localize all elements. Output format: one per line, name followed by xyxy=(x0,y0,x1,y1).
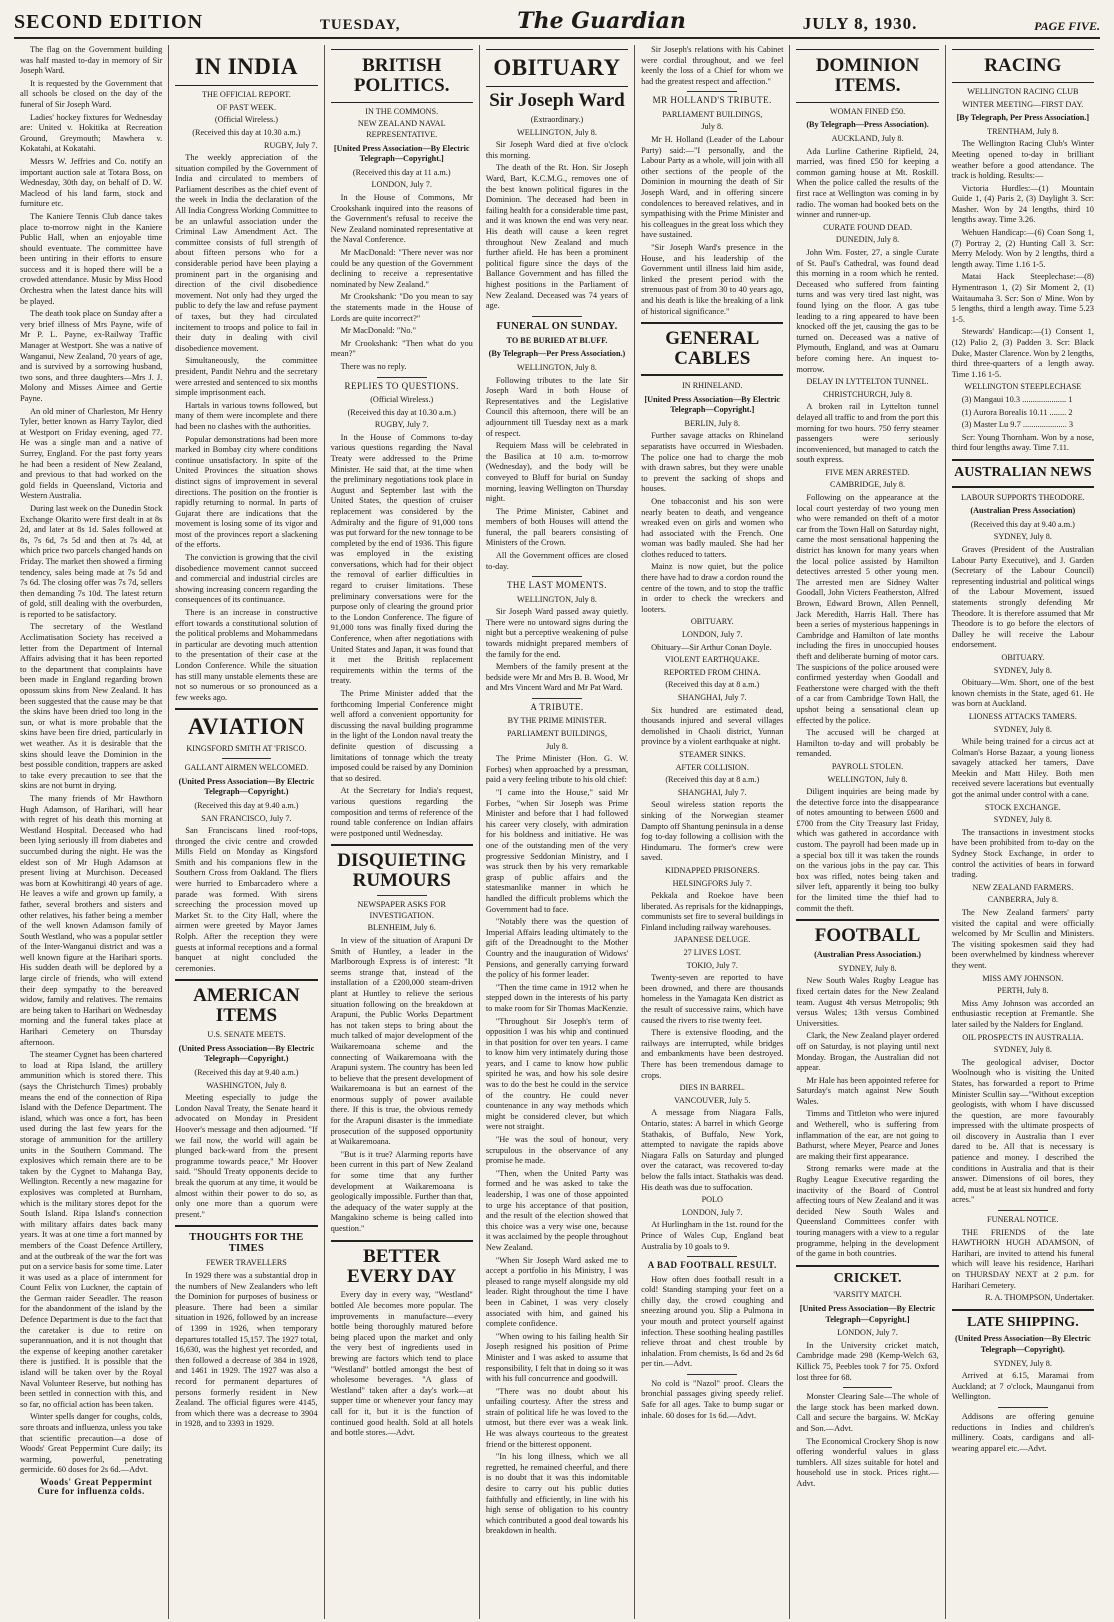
subheading: 27 LIVES LOST. xyxy=(683,948,741,958)
subheading: DELAY IN LYTTELTON TUNNEL. xyxy=(806,377,929,387)
article-paragraph: John Wm. Foster, 27, a single Curate of St. Paul's Cathedral, was found dead this morning in a room which he rented. Deceased who suffered from fainting turns and was very tired last night, was found lying on the floor. A gas tube leading to a ring appeared to have been knocked off the jet, causing the gas to be turned on. Deceased was a native of Plymouth, England, and was at Oamaru before coming here. An inquest to-morrow. xyxy=(796,248,939,374)
article-paragraph: The Wellington Racing Club's Winter Meeting opened to-day in brilliant weather before a good attendance. The track is holding. Results:— xyxy=(951,139,1094,181)
dateline: SYDNEY, July 8. xyxy=(838,963,897,973)
article-paragraph: The weekly appreciation of the situation compiled by the Government of India and circulated to members of Parliament describes as the chief event of the week in India the declaration of the All India Congress Working Committee to be an unlawful association under the Criminal Law Amendment Act. The committee consists of full strength of about fifteen persons who for a considerable period have been playing a prominent part in the organising and direction of the civil disobedience movement. Not only had they urged the public to defy the law and refuse payment of taxes, but they had circulated incitement to troops and police to fail in their duty in dealing with civil disobedience movement. xyxy=(175,153,318,353)
article-paragraph: "Sir Joseph Ward's presence in the House, and his leadership of the Government until illness laid him aside, linked the present period with the strenuous past of from 30 to 40 years ago, and his death is like the breaking of a link of historical significance." xyxy=(641,242,784,316)
article-paragraph: Arrived at 6.15, Maramai from Auckland; at 7 o'clock, Maunganui from Wellington. xyxy=(951,1371,1094,1402)
subheading: PARLIAMENT BUILDINGS, xyxy=(662,109,763,119)
dateline: WELLINGTON, July 8. xyxy=(517,127,597,137)
article-paragraph: Simultaneously, the committee president, Pandit Nehru and the secretary were arrested and sentenced to six months simple imprisonment each. xyxy=(175,356,318,398)
article-paragraph: Obituary—Wm. Short, one of the best known chemists in the State, aged 61. He was born at Auckland. xyxy=(951,678,1094,709)
news-item: It is requested by the Government that all schools be closed on the day of the funeral of Sir Joseph Ward. xyxy=(20,78,163,109)
divider xyxy=(222,758,272,759)
headline-replies: REPLIES TO QUESTIONS. xyxy=(344,380,459,391)
article-paragraph: "But is it true? Alarming reports have been current in this part of New Zealand for some time that any further development at Waikaremoana is geologically impossible. Further than that, the adequacy of the water supply at the Mangakino scheme is being called into question." xyxy=(330,1149,473,1233)
news-item: The steamer Cygnet has been chartered to load at Ripa Island, the artillery ammunition which is stored there. This (says the Christchurch Times) probably means the end of the connection of Ripa Island with the Defence Department. The island, which was once a fort, has been used during the last few years for the storage of ammunition for the artillery units in the Southern Command. The explosives which remain there are to be taken by the Cygnet to Mahanga Bay, Wellington. Recently a new magazine for explosives was completed at Burnham, which is the military stores depot for the South Island. Ripa Island's connection with military affairs dates back many years. It was at one time a fort manned by members of the Coast Defence Artillery, and at the outbreak of the war the fort was put on a service basis for some time. Later it was used as a place of internment for Count Felix von Luckner, the captain of the German raider Seeadler. The reason for the abandonment of the island by the Defence Department is due to the fact that the caretaker is due to retire on superannuation, and it is not thought that the expense of keeping another caretaker there is justified. It is possible that the island will be taken over by the Royal Naval Volunteer Reserve, but nothing has been settled in connection with this, and so far, no official action has been taken. xyxy=(20,1050,163,1409)
article-paragraph: The Prime Minister added that the forthcoming Imperial Conference might well afford a convenient opportunity for discussing the naval building programme in the light of the London naval treaty the definite question of discussing a limitations of tonnage which the treaty imposed could be raised by any Dominion that so desired. xyxy=(330,689,473,783)
divider xyxy=(796,1265,938,1267)
headline-better-every-day: BETTER EVERY DAY xyxy=(347,1245,457,1287)
dateline: BERLIN, July 8. xyxy=(684,418,741,428)
race-result: Matai Hack Steeplechase:—(8) Hymentrason 1, (2) Sir Moment 2, (1) Waitaumaha 3. Scr: Son o' Mine. Won by 5 lengths, third a length away. Time 5.23 1-5. xyxy=(951,272,1094,324)
article-paragraph: "He was the soul of honour, very scrupulous in the observance of any promise he made. xyxy=(485,1135,629,1166)
credit-line: [United Press Association—By Electric Telegraph—Copyright.] xyxy=(799,1304,936,1324)
headline-disquieting-rumours: DISQUIETING RUMOURS xyxy=(337,850,467,892)
race-result: Victoria Hurdles:—(1) Mountain Guide 1, (4) Paris 2, (3) Daylight 3. Scr: Masher. Won by 24 lengths, third 10 lengths away. Time 3.26. xyxy=(951,183,1094,225)
dateline: WELLINGTON, July 8. xyxy=(517,594,597,604)
headline-bad-football-result: A BAD FOOTBALL RESULT. xyxy=(647,1260,777,1271)
subheading: WOMAN FINED £50. xyxy=(829,106,906,116)
article-paragraph: Strong remarks were made at the Rugby League Executive regarding the inactivity of the Board of Control affecting tours of New Zealand and it was decided New South Wales and Queensland Committees confer with touring managers with a view to a regular programme, helping in the development of the game in both countries. xyxy=(796,1164,939,1259)
subheading: (Official Wireless.) xyxy=(370,394,434,404)
undertaker-signature: R. A. THOMPSON, Undertaker. xyxy=(985,1293,1094,1303)
advert-paragraph: No cold is "Nazol" proof. Clears the bronchial passages giving speedy relief. Safe for all ages. Take to bump sugar or inhale. 60 doses for 1s 6d.—Advt. xyxy=(641,1378,784,1420)
dateline: CHRISTCHURCH, July 8. xyxy=(822,389,913,399)
dateline: SYDNEY, July 8. xyxy=(993,815,1052,825)
article-paragraph: Pekkala and Roekoe have been liberated. As reprisals for the kidnappings, communists set fire to several buildings in Finland including railway warehouses. xyxy=(641,891,784,932)
news-item: Messrs W. Jeffries and Co. notify an important auction sale at Totara Boss, on Wednesday, 30th day, on behalf of D. W. Macleod of his land farm, stock and furniture etc. xyxy=(20,156,163,209)
dateline: July 8. xyxy=(701,122,724,132)
divider xyxy=(687,1374,737,1375)
headline-australian-news: AUSTRALIAN NEWS xyxy=(954,464,1092,480)
received-note: (Received this day at 11 a.m.) xyxy=(352,167,451,177)
credit-line: (Australian Press Association.) xyxy=(814,950,922,960)
column-3 xyxy=(325,45,480,1619)
article-paragraph: The Prime Minister (Hon. G. W. Forbes) when approached by a pressman, paid a very feeling tribute to his old chief: xyxy=(485,754,629,785)
subheading: LIONESS ATTACKS TAMERS. xyxy=(968,711,1077,721)
race-result: Wehuen Handicap:—(6) Coan Song 1, (7) Portray 2, (2) Hunting Call 3. Scr: Merry Melody. Won by 2 lengths, third a length away. Time 1.16 1-5. xyxy=(951,228,1094,269)
headline-sir-joseph-ward: Sir Joseph Ward xyxy=(489,90,625,112)
dateline: TOKIO, July 7. xyxy=(686,960,738,970)
dateline: SHANGHAI, July 7. xyxy=(677,787,747,797)
received-note: (Received this day at 10.30 a.m.) xyxy=(347,407,456,417)
page-number: PAGE FIVE. xyxy=(1034,19,1100,33)
dateline: SYDNEY, July 8. xyxy=(993,532,1052,542)
article-paragraph: Sir Joseph Ward died at five o'clock this morning. xyxy=(485,140,629,160)
article-paragraph: Requiem Mass will be celebrated in the Basilica at 10 a.m. to-morrow (Wednesday), and the body will be conveyed to Bluff for burial on Sunday morning, leaving Wellington on Thursday night. xyxy=(485,441,629,504)
subheading: OIL PROSPECTS IN AUSTRALIA. xyxy=(962,1032,1084,1042)
divider xyxy=(952,486,1094,488)
article-paragraph: Ada Lurline Catherine Ripfield, 24, married, was fined £50 for keeping a common gaming house at Mt. Roskill. When the police called the results of the first race at Wellington was coming in by radio. The woman had booked bets on the winner and runner-up. xyxy=(796,146,939,220)
divider xyxy=(532,316,582,317)
headline-british-politics: BRITISH POLITICS. xyxy=(331,49,473,103)
advert-paragraph: Every day in every way, "Westland" bottled Ale becomes more popular. The improvements in manufacture—every bottle being thoroughly matured before being placed upon the market and only the very best of ingredients used in brewing are factors which tend to place "Westland" bottled amongst the best of wholesome beverages. "A glass of Westland" taken after a day's work—at supper time or whenever your fancy may call for it, but it is the function of continued good health. Sold at all hotels and bottle stores.—Advt. xyxy=(330,1290,473,1438)
subheading: IN RHINELAND. xyxy=(682,380,743,390)
divider xyxy=(377,895,427,896)
news-item: An old miner of Charleston, Mr Henry Tyler, better known as Harry Taylor, died at Westport on Friday evening, aged 77. He was a single man and a native of Surrey, England. For the past forty years he had been a resident of New Zealand, and previous to that had worked on the gold fields in Queensland, Victoria and Western Australia. xyxy=(20,406,163,501)
article-paragraph: At Hurlingham in the 1st. round for the Prince of Wales Cup, England beat Australia by 10 goals to 9. xyxy=(641,1220,784,1251)
divider xyxy=(952,459,1094,461)
subheading: WELLINGTON RACING CLUB xyxy=(967,86,1079,96)
credit-line: (United Press Association—By Electric Telegraph—Copyright.) xyxy=(178,776,315,797)
article-paragraph: Following tributes to the late Sir Joseph Ward in both House of Representatives and the Legislative Council this afternoon, there will be an adjournment till Tuesday next as a mark of respect. xyxy=(485,375,629,438)
article-paragraph: "When Sir Joseph Ward asked me to accept a portfolio in his Ministry, I was pleased to range myself alongside my old leader. Right throughout the time I have been in Cabinet, I was very closely associated with him, and gained his complete confidence. xyxy=(485,1255,629,1329)
divider xyxy=(843,1387,893,1388)
subheading: IN THE COMMONS. xyxy=(365,106,439,116)
dateline: RUGBY, July 7. xyxy=(374,420,429,430)
subheading: PARLIAMENT BUILDINGS, xyxy=(506,729,608,739)
subheading: OF PAST WEEK. xyxy=(216,102,277,112)
headline-late-shipping: LATE SHIPPING. xyxy=(966,1314,1079,1330)
credit-line: (Australian Press Association) xyxy=(970,506,1076,516)
advert-line: Woods' Great Peppermint Cure for influenza colds. xyxy=(37,1476,153,1497)
article-paragraph: The accused will be charged at Hamilton to-day and will probably be remanded. xyxy=(796,728,939,759)
column-6 xyxy=(790,45,945,1619)
dateline: SYDNEY, July 8. xyxy=(993,665,1052,675)
article-paragraph: Hartals in various towns followed, but many of them were incomplete and there had been no clashes with the authorities. xyxy=(175,400,318,431)
divider xyxy=(331,1240,473,1242)
headline-funeral-sunday: FUNERAL ON SUNDAY. xyxy=(496,320,618,332)
dateline: CAMBRIDGE, July 8. xyxy=(830,480,906,490)
headline-aviation: AVIATION xyxy=(187,714,305,740)
article-paragraph: Mr H. Holland (Leader of the Labour Party) said:—"I personally, and the Labour Party as a whole, will join with all other sections of the people of the Dominion in mourning the death of Sir Joseph Ward, and in offering sincere condolences to bereaved relatives, and in sympathising with the Prime Minister and his colleagues in the great loss which they have sustained. xyxy=(641,135,784,240)
subheading: VIOLENT EARTHQUAKE. xyxy=(664,655,760,665)
article-paragraph: In view of the situation of Arapuni Dr Smith of Huntley, a leader in the Marlborough Express is of interest: "It seems strange that, instead of the installation of a £200,000 steam-driven plant at Huntley to relieve the serious situation following on the breakdown at Arapuni, the Public Works Department has not taken steps to bring about the much talked of major development of the Waikaremoana scheme and the connecting of Waikaremoana with the Arapuni system. The country has been led to believe that the present development of Waikaremoana is but an earnest of the enormous supply of power available there. If this is true, the obvious remedy for the Arapuni disaster is the immediate prosecution of the supposed opportunity at Waikaremoana. xyxy=(330,935,473,1147)
credit-line: (United Press Association—By Electric Telegraph—Copyright.) xyxy=(178,1043,315,1064)
edition-label: SECOND EDITION xyxy=(14,11,204,33)
article-paragraph: Mr Crookshank: "Do you mean to say the statements made in the House of Lords are quite incorrect?" xyxy=(330,292,473,323)
advert-paragraph: How often does football result in a cold! Standing stamping your feet on a chilly day, the crowd coughing and sneezing around you. Slip a Pulmona in your mouth and protect yourself against infection. These soothing healing pastilles relieve throat and chest trouble by inhalation. From chemists, Is 6d and 2s 6d per tin.—Advt. xyxy=(641,1274,784,1369)
dateline: HELSINGFORS July 7. xyxy=(672,878,752,888)
dateline: LONDON, July 7. xyxy=(682,1207,743,1217)
divider xyxy=(641,322,783,324)
dateline: PERTH, July 8. xyxy=(997,986,1049,996)
dateline: SAN FRANCISCO, July 7. xyxy=(201,813,292,823)
headline-racing: RACING xyxy=(952,49,1094,83)
article-paragraph: "There was no doubt about his unfailing courtesy. After the stress and strain of political life he was loved to the utmost, but there ever was a weak link. He was always courteous to the greatest friend or the bitterest opponent. xyxy=(485,1386,629,1449)
article-paragraph: "Then, when the United Party was formed and he was asked to take the leadership, I was one of those appointed to urge his acceptance of that position, and the result of the election showed that this choice was a very wise one, because it was acclaimed by the people throughout New Zealand. xyxy=(485,1168,629,1252)
article-paragraph: "Notably there was the question of Imperial Affairs leading ultimately to the gift of the Dreadnought to the Mother Country and the inauguration of Widows' Pensions, and generally carrying forward the policy of his former leader. xyxy=(485,917,629,980)
race-result: Scr: Young Thornham. Won by a nose, third four lengths away. Time 7.11. xyxy=(951,432,1094,453)
received-note: (Received this day at 9.40 a.m.) xyxy=(194,800,299,810)
column-2 xyxy=(169,45,324,1619)
credit-line: (By Telegraph—Press Association). xyxy=(806,120,929,130)
article-paragraph: Clark, the New Zealand player ordered off on Saturday, is not playing until next Monday. Brogan, the Australian did not appear. xyxy=(796,1031,939,1073)
headline-football: FOOTBALL xyxy=(814,925,921,947)
race-result: Stewards' Handicap:—(1) Consent 1, (12) Palio 2, (3) Padden 3. Scr: Black Duke, Master Clarence. Won by 2 lengths, third three-quarters of a length away. Time 1.16 1-5. xyxy=(951,327,1094,379)
divider xyxy=(532,698,582,699)
news-item: The flag on the Government building was half masted to-day in memory of Sir Joseph Ward. xyxy=(20,45,163,76)
dateline: WASHINGTON, July 8. xyxy=(206,1080,287,1090)
dateline: AUCKLAND, July 8. xyxy=(831,134,904,144)
column-5 xyxy=(635,45,790,1619)
divider xyxy=(796,919,938,921)
subheading: PAYROLL STOLEN. xyxy=(831,761,904,771)
column-4 xyxy=(480,45,635,1619)
subheading: (Official Wireless.) xyxy=(214,115,278,125)
dateline: SYDNEY, July 8. xyxy=(993,1045,1052,1055)
article-paragraph: Graves (President of the Australian Labour Party Executive), and J. Garden (Secretary of the Labour Council) representing industrial and political wings of the Labour Movement, issued statements strongly defending Mr Theodore. It is therefore assumed that Mr Theodore is to go before the electors of Dalley he will receive the Labour endorsement. xyxy=(951,545,1094,650)
article-paragraph: Miss Amy Johnson was accorded an enthusiastic reception at Fremantle. She later sailed by the Nalders for England. xyxy=(951,998,1094,1029)
dateline: LONDON, July 7. xyxy=(837,1328,898,1338)
dateline: DUNEDIN, July 8. xyxy=(835,235,900,245)
subheading: REPORTED FROM CHINA. xyxy=(663,667,761,677)
article-paragraph: All the Government offices are closed to-day. xyxy=(485,551,629,571)
subheading: WELLINGTON STEEPLECHASE xyxy=(964,382,1082,392)
received-note: (Received this day at 8 a.m.) xyxy=(665,680,760,690)
subheading: OBITUARY. xyxy=(1001,652,1045,662)
headline-thoughts: THOUGHTS FOR THE TIMES xyxy=(189,1232,304,1255)
article-paragraph: A broken rail in Lyttelton tunnel delayed all traffic to and from the port this morning for two hours. 750 ferry steamer passengers were seriously inconvenienced, but managed to catch the south express. xyxy=(796,402,939,465)
advert-paragraph: The Economical Crockery Shop is now offering wonderful values in glass tumblers. All sizes suitable for hotel and household use in stock. Prices right.—Advt. xyxy=(796,1436,939,1488)
article-paragraph: "I came into the House," said Mr Forbes, "when Sir Joseph was Prime Minister and before that I had followed his career very closely, with admiration for his boldness and initiative. He was one of the outstanding men of the very progressive Seddonian Ministry, and I was struck then by his very remarkable grasp of public affairs and the statesmanlike manner in which he handled the difficult problems which the Government had to face. xyxy=(485,788,629,914)
subheading: JAPANESE DELUGE. xyxy=(674,935,751,945)
credit-line: [United Press Association—By Electric Telegraph—Copyright.] xyxy=(333,143,470,164)
divider xyxy=(377,377,427,378)
credit-line: [By Telegraph, Per Press Association.] xyxy=(956,113,1090,123)
headline-obituary: OBITUARY xyxy=(486,49,628,87)
received-note: (Received this day at 9.40 a.m.) xyxy=(194,1068,299,1078)
article-paragraph: While being trained for a circus act at Colman's Horse Bazaar, a young lioness savagely attacked her tamers, Dave Meekin and Matt Hiley. Both men received severe lacerations but eventually got the animal under control with a cane. xyxy=(951,737,1094,800)
divider xyxy=(175,1225,317,1227)
subheading: STOCK EXCHANGE. xyxy=(984,802,1061,812)
article-paragraph: Following on the appearance at the local court yesterday of two young men who were remanded on theft of a motor car from the Town Hall on Saturday night, came the most sensational happening the district has known for many years when the local police assisted by Hamilton detectives arrested 5 other young men. The arrested men are Sidney Walter Goodall, John Victers Featherston, Alfred Brown, Edward Brown, Allen Pennell, Jack Meredith, Harris Hall. There has been a series of mysterious happenings in Cambridge and Hamilton of late months including the fires in unoccupied houses theft and deliberate burning of motor cars. The suspicions of the police aroused were confirmed yesterday when Goodall and Featherstone were charged with the theft of a car from Cambridge Town Hall, the upshot being a sensational clean up effected by the police. xyxy=(796,493,939,725)
credit-line: (By Telegraph—Per Press Association.) xyxy=(488,349,626,359)
subheading: TO BE BURIED AT BLUFF. xyxy=(506,335,608,345)
article-paragraph: The New Zealand farmers' party visited the capital and were officially welcomed by Mr Scullin and Ministers. The visiting spokesmen said they had been overwhelmed by kindness wherever they went. xyxy=(951,908,1094,970)
dateline: LONDON, July 7. xyxy=(371,180,432,190)
article-paragraph: Mr Hale has been appointed referee for Saturday's match against New South Wales. xyxy=(796,1075,939,1106)
divider xyxy=(175,979,317,981)
article-paragraph: Popular demonstrations had been more marked in Bombay city where conditions continue unsatisfactory. In spite of the United Provinces the situation shows distinct signs of improvement in several directions. The position on the frontier is rapidly returning to normal. In parts of Gujarat there are indications that the movement is losing some of its vigor and most of the provinces report a slackening of the efforts. xyxy=(175,434,318,550)
article-paragraph: A message from Niagara Falls, Ontario, states: A barrel in which George Stathakis, of Buffalo, New York, attempted to navigate the rapids above Niagara Falls on Saturday and plunged over the cataract, was recovered to-day below the falls intact. Stathakis was dead. His death was due to suffocation. xyxy=(641,1108,784,1192)
article-paragraph: Mr MacDonald: "No." xyxy=(340,326,417,336)
subheading: (Extraordinary.) xyxy=(530,115,584,125)
article-paragraph: The death of the Rt. Hon. Sir Joseph Ward, Bart, K.C.M.G., removes one of the best known political figures in the Dominion. The deceased had been in failing health for a considerable time past, and it was known the end was very near. His death will cause a keen regret throughout New Zealand and much further afield. He has been a prominent political figure since the days of the Ballance Government and has filled the highest positions in the Parliament of New Zealand. Deceased was 74 years of age. xyxy=(485,163,629,311)
dateline: SHANGHAI, July 7. xyxy=(677,693,747,702)
race-placing: (1) Aurora Borealis 10.11 ........ 2 xyxy=(961,407,1073,417)
paper-title: The Guardian xyxy=(517,8,686,34)
subheading: OBITUARY. xyxy=(690,617,734,627)
article-paragraph: At the Secretary for India's request, various questions regarding the composition and terms of reference of the round table conference on Indian affairs were postponed until Wednesday. xyxy=(330,786,473,838)
subheading: U.S. SENATE MEETS. xyxy=(207,1030,286,1040)
news-item: The many friends of Mr Hawthorn Hugh Adamson, of Harihari, will hear with regret of his death this morning at Westland Hospital. Deceased who had been lying seriously ill from diabetes and succumbed during the night. He was the eldest son of Mr Hugh Adamson at present living at Murchison. Deceased was born at Kowhitirangi 40 years of age. He leaves a wife and grown up family, a father, several brothers and sisters and other relatives, his father being a member of the well known Adamson family of South Westland, who was a popular settler of the Inter-Wanganui district and was a well known figure at the Harihari sports. His sudden death will be deplored by a large circle of friends, who will extend their deep sympathy to the bereaved widow, family and relatives. The remains are being taken to Harihari on Wednesday morning and the funeral takes place at Harihari Cemetery on Thursday afternoon. xyxy=(20,793,163,1047)
article-paragraph: Diligent inquiries are being made by the detective force into the disappearance of notes amounting to between £600 and £700 from the City Treasury last Friday, which was gathered in accordance with custom. The payroll had been made up in a special box till it was taken the rounds on the various jobs in the pay car. This box was rifled, notes being taken and silver left, apparently it being too bulky for the limited time the thief had to commit the theft. xyxy=(796,787,939,913)
news-item: Ladies' hockey fixtures for Wednesday are: United v. Hokitika at Recreation Ground, Greymouth; Mawhera v. Kokatahi, at Kokatahi. xyxy=(20,112,163,154)
article-paragraph: Sir Joseph Ward passed away quietly. There were no untoward signs during the night but a perceptive weakening of pulse towards midnight prepared members of the family for the end. xyxy=(485,607,629,659)
article-paragraph: The geological adviser, Doctor Woolnough who is visiting the United States, has forwarded a report to Prime Minister Scullin say—"Without exception geologists, with whom I have discussed the question, are more favourably impressed with the ultimate prospects of oil discovery in Australia than I ever dared to be. All that is necessary is patience and money. I described the conditions in Australia and that is their answer. Dimensions of oil bores, they add, must be at least six hundred and forty acres." xyxy=(951,1057,1094,1205)
subheading: NEWSPAPER ASKS FOR INVESTIGATION. xyxy=(357,900,446,920)
advert-paragraph: Addisons are offering genuine reductions in Indies and children's millinery. Coats, cardigans and all-wearing apparel etc.—Advt. xyxy=(951,1412,1094,1453)
race-placing: (3) Master Lu 9.7 ..................... 3 xyxy=(961,420,1074,430)
subheading: AFTER COLLISION. xyxy=(675,762,749,772)
divider xyxy=(687,1256,737,1257)
columns xyxy=(14,45,1100,1619)
dateline: TRENTHAM, July 8. xyxy=(987,126,1059,136)
headline-last-moments: THE LAST MOMENTS. xyxy=(506,580,608,591)
article-paragraph: "Throughout Sir Joseph's term of opposition I was his whip and continued in that position for over ten years. I came to know him very intimately during those years, and I came to know how public spirited he was, and how his sole desire was to do the best he could in the service of the country. He could never countenance in any way methods which might be considered clever, but which were not straight. xyxy=(485,1016,629,1132)
article-paragraph: Members of the family present at the bedside were Mr and Mrs B. B. Wood, Mr and Mrs Vincent Ward and Mr Pat Ward. xyxy=(485,662,629,693)
article-paragraph: Further savage attacks on Rhineland separatists have occurred in Wiesbaden. The police one had to charge the mob with drawn sabres, but they were unable to prevent the sacking of shops and houses. xyxy=(641,431,784,494)
received-note: (Received this day at 10.30 a.m.) xyxy=(192,127,301,137)
weekday: TUESDAY, xyxy=(319,17,401,33)
subheading: MISS AMY JOHNSON. xyxy=(982,973,1064,983)
subheading: FEWER TRAVELLERS xyxy=(205,1258,287,1268)
subheading: STEAMER SINKS. xyxy=(679,749,746,759)
subheading: LABOUR SUPPORTS THEODORE. xyxy=(960,492,1085,502)
funeral-notice: THE FRIENDS of the late HAWTHORN HUGH ADAMSON, of Harihari, are invited to attend his funeral which will leave his residence, Harihari on THURSDAY NEXT at 2 p.m. for Harihari Cemetery. xyxy=(951,1227,1094,1290)
news-item: The Kaniere Tennis Club dance takes place to-morrow night in the Kaniere Public Hall, when an enjoyable time should eventuate. The committee have been untiring in their efforts to ensure success and it is hoped there will be a crowded attendance. Music by Miss Hood Orchestra when the latest dance hits will be played. xyxy=(20,211,163,306)
dateline: July 8. xyxy=(546,741,568,751)
headline-american-items: AMERICAN ITEMS xyxy=(193,985,300,1027)
dateline: RUGBY, July 7. xyxy=(264,140,318,150)
headline-dominion-items: DOMINION ITEMS. xyxy=(796,49,938,103)
news-item: The death took place on Sunday after a very brief illness of Mrs Payne, wife of Mr P. L. Payne, ex-Railway Traffic Manager at Westport. She was a native of Wanganui, New Zealand, 70 years of age, and is survived by a sorrowing husband, two sons, and three daughters—Mrs J. J. Molony and Misses Aimee and Gertie Payne. xyxy=(20,309,163,403)
column-1 xyxy=(14,45,169,1619)
article-paragraph: There is extensive flooding, and the railways are interrupted, while bridges and embankments have been destroyed. There has been tremendous damage to crops. xyxy=(641,1028,784,1080)
subheading: KINGSFORD SMITH AT 'FRISCO. xyxy=(186,743,307,753)
news-item: Winter spells danger for coughs, colds, sore throats and influenza, unless you take that scientific precaution—a dose of Woods' Great Peppermint Cure daily; its warming, powerful, penetrating germicide. 60 doses for 2s 6d.—Advt. xyxy=(20,1412,163,1475)
divider xyxy=(532,576,582,577)
article-paragraph: Twenty-seven are reported to have been drowned, and there are thousands homeless in the Yamagata Ken district as the result of successive rains, which have caused the rivers to rise twenty feet. xyxy=(641,973,784,1025)
masthead xyxy=(14,8,1100,39)
divider xyxy=(331,844,473,846)
article-paragraph: The Prime Minister, Cabinet and members of both Houses will attend the funeral, the pall bearers consisting of Ministers of the Crown. xyxy=(485,506,629,548)
article-paragraph: There was no reply. xyxy=(340,361,407,371)
subheading: GALLANT AIRMEN WELCOMED. xyxy=(184,763,309,773)
divider xyxy=(175,708,317,710)
article-paragraph: Mainz is now quiet, but the police there have had to draw a cordon round the centre of the town, and to stop the traffic in order to check the wreckers and looters. xyxy=(641,562,784,614)
article-paragraph: In the House of Commons, Mr Crookshank inquired into the reasons of the Government's refusal to receive the New Zealand nominated representative at the Naval Conference. xyxy=(330,193,473,245)
subheading: DIES IN BARREL. xyxy=(679,1083,745,1093)
subheading: CURATE FOUND DEAD. xyxy=(823,222,913,232)
subheading: KIDNAPPED PRISONERS. xyxy=(664,865,760,875)
received-note: (Received this day at 9.40 a.m.) xyxy=(970,519,1075,529)
race-placing: (3) Mangaui 10.3 ..................... 1 xyxy=(961,394,1073,404)
subheading: NEW ZEALAND NAVAL REPRESENTATIVE. xyxy=(357,119,446,140)
article-paragraph: Seoul wireless station reports the sinking of the Norwegian steamer Dampto off Shantung peninsula in a dense fog to-day following a collision with the Hindumaru. The former's crew were saved. xyxy=(641,800,784,863)
issue-date: JULY 8, 1930. xyxy=(802,14,918,33)
headline-in-india: IN INDIA xyxy=(175,49,317,86)
article-paragraph: One tobacconist and his son were nearly beaten to death, and vengeance wreaked even on girls and women who had associated with the French. One woman was badly mauled. She had her clothes reduced to tatters. xyxy=(641,496,784,559)
headline-general-cables: GENERAL CABLES xyxy=(665,328,760,370)
article-paragraph: New South Wales Rugby League has fixed certain dates for the New Zealand team. August 4th versus Metropolis; 9th versus Wales; 13th versus Combined Universities. xyxy=(796,976,939,1028)
news-item: The secretary of the Westland Acclimatisation Society has received a letter from the Department of Internal Affairs advising that it has been reported to the department that complaints have been made in England regarding brown opossum skins from New Zealand. It has been suggested that the cause may be that the skins have been dried too long in the sun, or what is more probable that the skins have been fire dried, particularly in wet weather. As it is desirable that the skins should leave the Dominion in the best possible condition, trappers are asked to take every precaution to see that the skins are not burnt in drying. xyxy=(20,622,163,791)
article-paragraph: Timms and Tittleton who were injured and Wetherell, who is suffering from inflammation of the ear, are not going to Bathurst, where Meyer, Pearce and Jones are making their first appearance. xyxy=(796,1109,939,1161)
divider xyxy=(998,1407,1048,1408)
article-paragraph: The transactions in investment stocks have been prohibited from to-day on the Sydney Stock Exchange, in order to control the activities of bears in forward trading. xyxy=(951,827,1094,880)
article-paragraph: San Franciscans lined roof-tops, thronged the civic centre and crowded Mills Field on Monday as Kingsford Smith and his companions flew in the Southern Cross from Oakland. The fliers were hurried to Embarcadero where a parade was formed. With sirens screeching the procession moved up Market St. to the City Hall, where the airmen were greeted by Mayor James Rolph. After the reception they were guests at informal receptions and a formal banquet at night concluded the ceremonies. xyxy=(175,826,318,973)
subheading: WINTER MEETING—FIRST DAY. xyxy=(962,99,1084,109)
article-paragraph: In the House of Commons to-day various questions regarding the Naval Treaty were addressed to the Prime Minister. He said that, at the time when the preliminary negotiations took place in August and September last with the United States, the question of cruiser replacement was considered by the Admiralty and the figure of 91,000 tons was put forward for the new tonnage to be completed by the end of 1936. This figure was employed in the existing conversations, which had for their object the removal of earlier difficulties in regard to cruiser limitations. These preliminary conversations were for the purpose only of clearing the ground prior to the London Conference. The figure of 91,000 tons was finally fixed during the Conference, when after negotiations with United States and Japan, it was found that it met the British replacement requirements within the terms of the treaty. xyxy=(330,432,473,686)
headline-tribute: A TRIBUTE. xyxy=(530,702,584,713)
article-paragraph: There is an increase in constructive effort towards a constitutional solution of the political problems and Mohammedans in particular are devoting much attention to the presentation of their case at the London Conference. While the situation has still many unstable elements these are not so numerous or so pronounced as a few weeks ago. xyxy=(175,608,318,702)
subheading: BY THE PRIME MINISTER. xyxy=(507,716,607,726)
article-paragraph: Mr Crookshank: "Then what do you mean?" xyxy=(330,338,473,359)
column-7 xyxy=(946,45,1100,1619)
subheading: POLO xyxy=(701,1195,723,1205)
headline-holland-tribute: MR HOLLAND'S TRIBUTE. xyxy=(652,95,772,106)
article-paragraph: "In his long illness, which we all regretted, he remained cheerful, and there is no doubt that it was this indomitable desire to carry out his public duties faithfully and efficiently, in line with his high sense of obligation to his country which contributed a good deal towards his breakdown in health. xyxy=(485,1452,629,1536)
divider xyxy=(687,91,737,92)
dateline: WELLINGTON, July 8. xyxy=(517,362,597,372)
article-paragraph: Sir Joseph's relations with his Cabinet were cordial throughout, and we feel keenly the loss of a Chief for whom we had the greatest respect and affection." xyxy=(641,45,784,86)
article-paragraph: Mr MacDonald: "There never was nor could be any question of the Government declining to receive a representative nominated by New Zealand." xyxy=(330,248,473,289)
subheading: 'VARSITY MATCH. xyxy=(833,1290,902,1300)
subheading: FUNERAL NOTICE. xyxy=(987,1215,1059,1225)
article-paragraph: "When owing to his failing health Sir Joseph resigned his position of Prime Minister and I was asked to assume that responsibility, I felt that in doing so it was with his full concurrence and goodwill. xyxy=(485,1331,629,1384)
received-note: (Received this day at 8 a.m.) xyxy=(665,775,760,785)
dateline: CANBERRA, July 8. xyxy=(987,895,1059,905)
dateline: WELLINGTON, July 8. xyxy=(827,774,908,784)
dateline: SYDNEY, July 8. xyxy=(993,1358,1052,1368)
article-paragraph: In the University cricket match, Cambridge made 298 (Kemp-Welch 63, Killick 75, Peebles took 7 for 75. Oxford lost three for 68. xyxy=(796,1340,939,1382)
subheading: FIVE MEN ARRESTED. xyxy=(825,467,910,477)
subheading: NEW ZEALAND FARMERS. xyxy=(972,882,1074,892)
dateline: LONDON, July 7. xyxy=(682,630,743,640)
article-paragraph: Six hundred are estimated dead, thousands injured and several villages demolished in Chaoli district, Yunnan province by a violent earthquake at night. xyxy=(641,705,784,747)
article-paragraph: Meeting especially to judge the London Naval Treaty, the Senate heard it advocated on Monday in President Hoover's message and then adjourned. "If we fail now, the world will again be plunged back-ward from the present programme towards peace," Mr Hoover said. "Should Treaty opponents decide to break the quorum at any time, it would be almost within their power to do so, as only one more than a quorum were present." xyxy=(175,1093,318,1219)
article-paragraph: The conviction is growing that the civil disobedience movement cannot succeed and commercial and industrial circles are showing increasing concern regarding the consequences of its continuance. xyxy=(175,553,318,605)
article-paragraph: In 1929 there was a substantial drop in the numbers of New Zealanders who left the Dominion for purposes of business or pleasure. There had been a similar situation in 1926, followed by an increase of 1399 in 1926, when temporary departures totalled 15,157. The 1927 total, 16,630, was the highest yet recorded, and then followed a decrease of 384 in 1928, and 1461 in 1929. The 1927 was also a record for permanent departures of persons formerly resident in New Zealand. The official figures were 4145, from which there was a decrease to 3904 in 1928, and to 3393 in 1929. xyxy=(175,1271,318,1429)
credit-line: (United Press Association—By Electric Telegraph—Copyright). xyxy=(955,1334,1091,1355)
dateline: SYDNEY, July 8. xyxy=(993,724,1052,734)
divider xyxy=(952,1309,1094,1311)
credit-line: [United Press Association—By Electric Telegraph—Copyright.] xyxy=(644,394,781,415)
dateline: VANCOUVER, July 5. xyxy=(674,1095,751,1105)
divider xyxy=(641,374,783,376)
news-item: During last week on the Dunedin Stock Exchange Okarito were first dealt in at 8s 2d, and later at 8s 1d. Sales followed at 8s, 7s 6d, 7s 5d and then at 7s 4d, at which price two parcels changed hands on Friday. The market then showed a firming tendency, sales being made at 7s 5d and 7s 6d. The closing offer was 7s 7d, sellers then demanding 7s 10d. The latest return of gold, still dealing with the overburden, is reported to be satisfactory. xyxy=(20,503,163,619)
dateline: BLENHEIM, July 6. xyxy=(367,923,436,933)
divider xyxy=(998,1210,1048,1211)
subheading: THE OFFICIAL REPORT. xyxy=(201,90,291,100)
headline-cricket: CRICKET. xyxy=(833,1270,902,1286)
advert-paragraph: Monster Clearing Sale—The whole of the large stock has been marked down. Call and secure the bargains. W. McKay and Son.—Advt. xyxy=(796,1392,939,1433)
article-paragraph: Obituary—Sir Arthur Conan Doyle. xyxy=(651,642,772,652)
article-paragraph: "Then the time came in 1912 when he stepped down in the interests of his party to make room for Sir Thomas MacKenzie. xyxy=(485,982,629,1013)
